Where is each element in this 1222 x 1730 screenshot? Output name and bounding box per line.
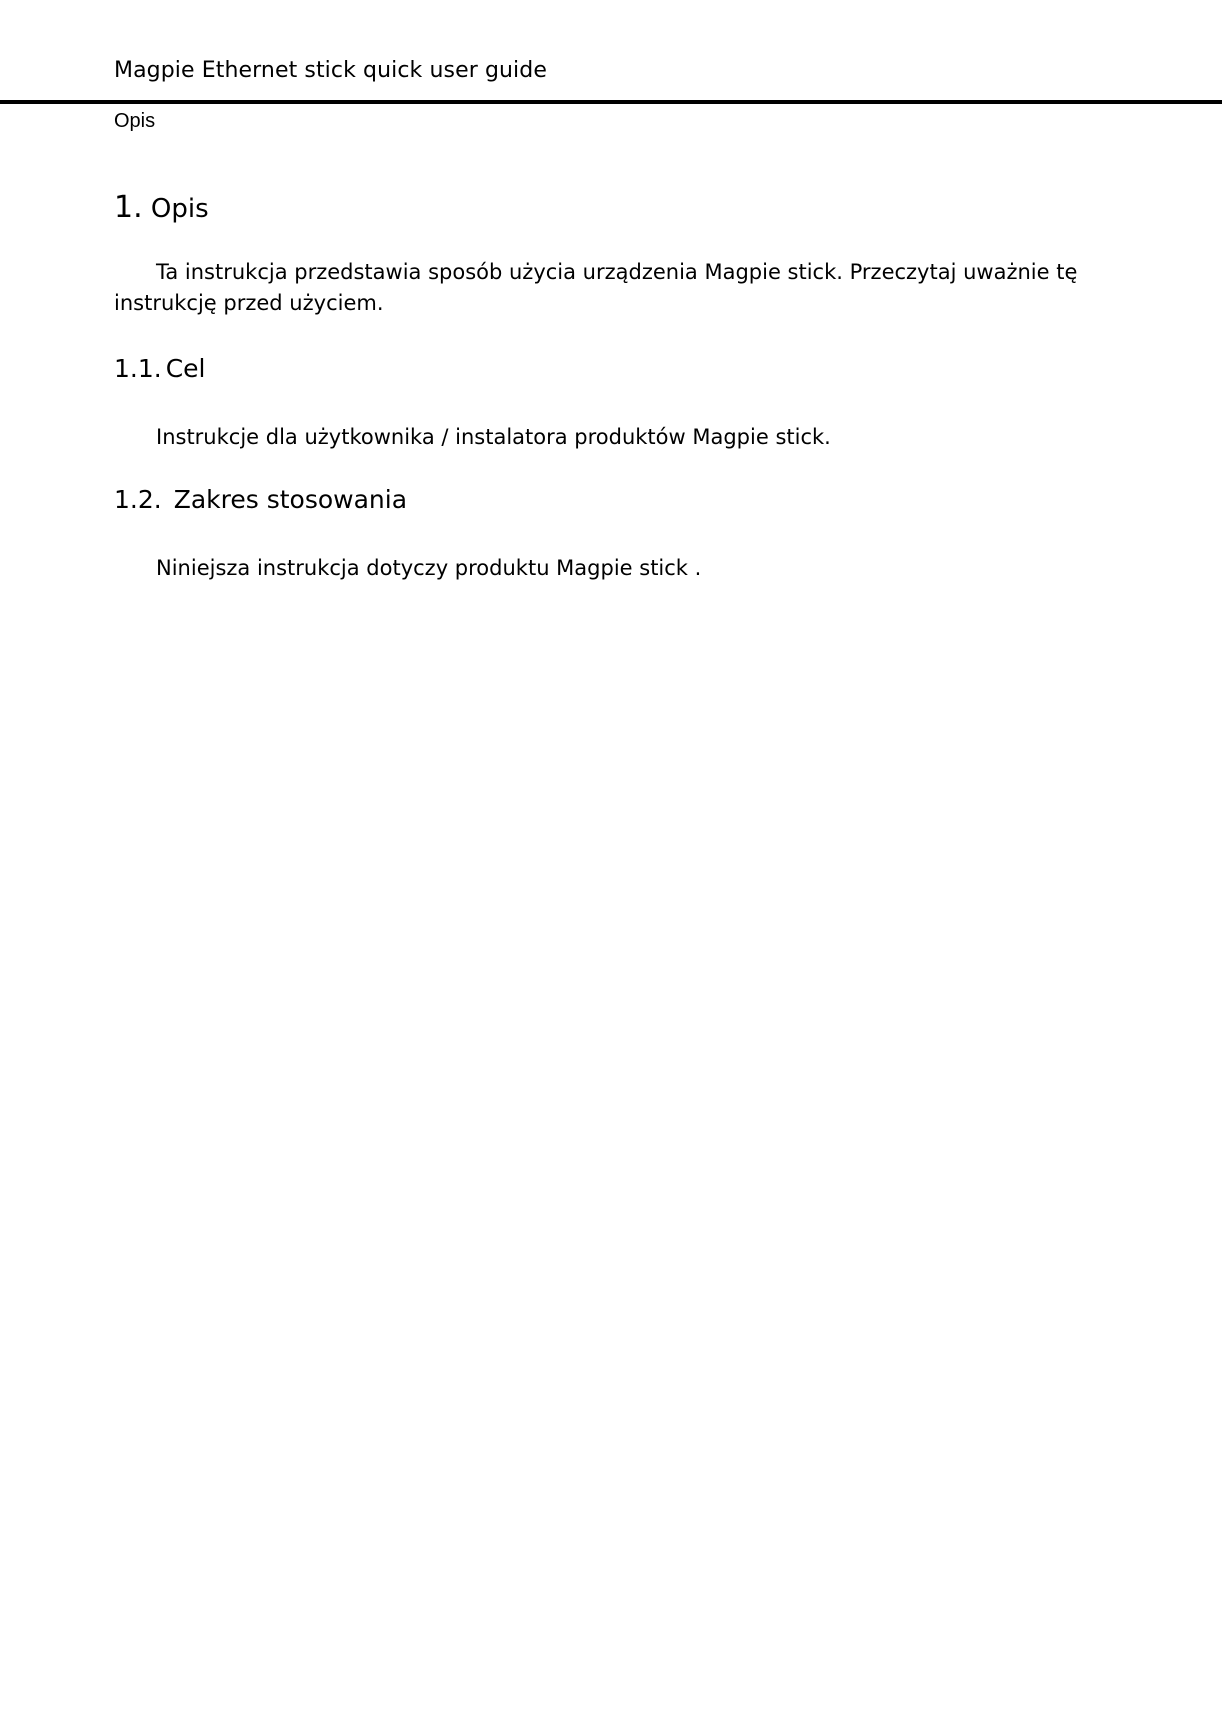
section-1-1-paragraph	[114, 422, 1054, 453]
section-1-title: Opis	[150, 194, 209, 224]
section-1-2-heading	[114, 485, 407, 514]
section-1-heading	[114, 190, 209, 225]
section-1-paragraph-line-2: instrukcję przed użyciem.	[114, 291, 384, 315]
section-1-2-number: 1.2.	[114, 485, 162, 514]
running-header-section: Opis	[114, 110, 156, 132]
section-1-number: 1.	[114, 190, 143, 225]
section-1-2-paragraph	[114, 553, 1054, 584]
section-1-paragraph-line-1: Ta instrukcja przedstawia sposób użycia urządzenia Magpie stick. Przeczytaj uważnie tę	[156, 260, 1078, 284]
header-divider	[0, 100, 1222, 104]
section-1-2-paragraph-text: Niniejsza instrukcja dotyczy produktu Magpie stick .	[156, 556, 702, 580]
section-1-1-title: Cel	[165, 354, 206, 383]
running-header-title: Magpie Ethernet stick quick user guide	[114, 58, 547, 83]
section-1-1-number: 1.1.	[114, 354, 162, 383]
section-1-2-title: Zakres stosowania	[173, 485, 408, 514]
section-1-1-paragraph-text: Instrukcje dla użytkownika / instalatora produktów Magpie stick.	[156, 425, 831, 449]
section-1-1-heading	[114, 354, 206, 383]
section-1-paragraph	[114, 257, 1078, 319]
